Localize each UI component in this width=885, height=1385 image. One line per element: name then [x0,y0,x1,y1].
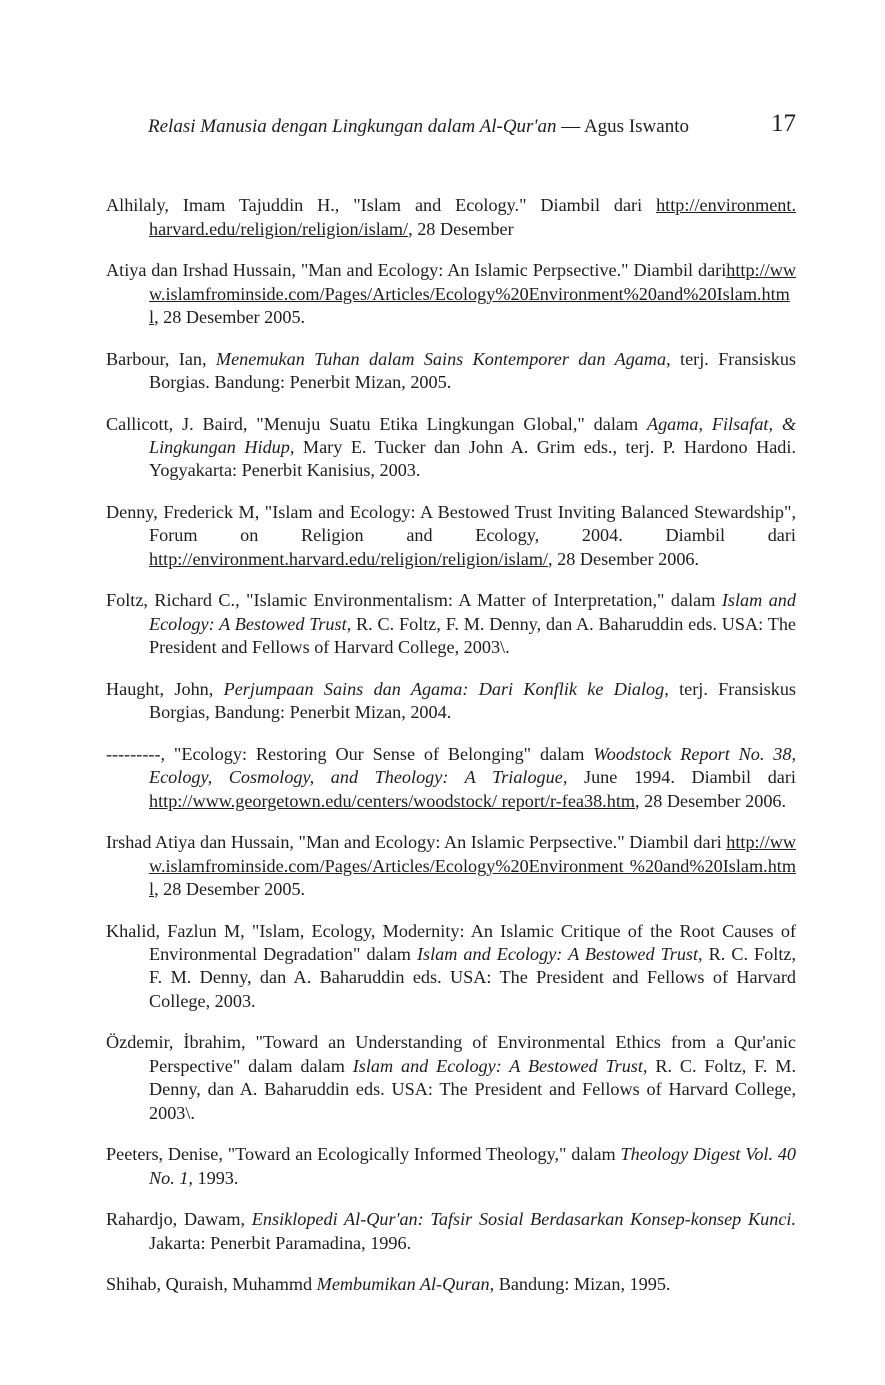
reference-text: Khalid, Fazlun M, "Islam, Ecology, Modernity: An Islamic Critique of the Root Causes of Environmental Degradation" dalam [106,920,796,965]
reference-work-title: Membumikan Al-Quran [316,1274,490,1295]
reference-link[interactable]: http://www.islamfrominside.com/Pages/Articles/Ecology%20Environment %20and%20Islam.html [149,832,796,900]
reference-text: Denny, Frederick M, "Islam and Ecology: A Bestowed Trust Inviting Balanced Stewardship", Forum on Religion and Ecology, 2004. Diambil dari [106,502,796,546]
reference-text: Shihab, Quraish, Muhammd [106,1274,317,1295]
reference-entry [106,259,796,329]
running-header-author: Agus Iswanto [583,116,689,137]
reference-text: , terj. Fransiskus Borgias. Bandung: Penerbit Mizan, 2005. [149,348,797,392]
reference-link[interactable]: http://environment. harvard.edu/religion/religion/islam/ [149,195,796,239]
reference-text: , Mary E. Tucker dan John A. Grim eds., terj. P. Hardono Hadi. Yogyakarta: Penerbit Kanisius, 2003. [149,437,796,481]
reference-entry [106,413,796,483]
reference-entry [106,1031,796,1125]
reference-entry [106,743,796,813]
reference-text: Haught, John, [106,678,224,699]
reference-text: , 28 Desember 2006. [548,548,700,569]
reference-work-title: Menemukan Tuhan dalam Sains Kontemporer dan Agama [215,348,667,369]
reference-entry [106,920,796,1014]
reference-text: 1993. [192,1167,239,1188]
reference-link[interactable]: http://environment.harvard.edu/religion/religion/islam/ [149,548,549,569]
reference-text: , 28 Desember 2006. [635,790,787,811]
reference-text: Alhilaly, Imam Tajuddin H., "Islam and Ecology." Diambil dari [106,195,657,216]
reference-entry [106,831,796,901]
running-header-dash: — [556,116,584,137]
reference-entry [106,194,796,241]
running-header-title: Relasi Manusia dengan Lingkungan dalam Al-Qur'an [148,116,557,137]
reference-work-title: Agama, Filsafat, & Lingkungan Hidup [149,413,797,457]
reference-entry [106,678,796,725]
reference-work-title: Islam and Ecology: A Bestowed Trust, [352,1055,648,1076]
page-number: 17 [771,110,796,137]
reference-work-title: Woodstock Report No. 38, Ecology, Cosmology, and Theology: A Trialogue, [149,743,796,788]
reference-link[interactable]: http://www.islamfrominside.com/Pages/Articles/Ecology%20Environment%20and%20Islam.html [149,260,796,327]
running-header [148,112,796,142]
reference-text: Barbour, Ian, [106,348,216,369]
reference-work-title: Theology Digest Vol. 40 No. 1, [149,1144,796,1188]
reference-text: R. C. Foltz, F. M. Denny, dan A. Baharuddin eds. USA: The President and Fellows of Harvard College, 2003. [149,944,796,1011]
reference-work-title: Islam and Ecology: A Bestowed Trust, [416,944,703,965]
reference-link[interactable]: http://www.georgetown.edu/centers/woodstock/ report/r-fea38.htm [149,790,636,811]
reference-entry [106,1273,796,1296]
reference-work-title: Islam and Ecology: A Bestowed Trust, [149,590,796,634]
reference-text: , terj. Fransiskus Borgias, Bandung: Penerbit Mizan, 2004. [149,678,796,723]
reference-text: Foltz, Richard C., "Islamic Environmentalism: A Matter of Interpretation," dalam [106,590,722,611]
reference-entry [106,1143,796,1190]
reference-work-title: Ensiklopedi Al-Qur'an: Tafsir Sosial Berdasarkan Konsep-konsep Kunci. [251,1209,796,1230]
reference-text: Atiya dan Irshad Hussain, "Man and Ecology: An Islamic Perpsective." Diambil dari [106,260,727,281]
reference-entry [106,1208,796,1255]
reference-text: Callicott, J. Baird, "Menuju Suatu Etika Lingkungan Global," dalam [106,413,647,434]
reference-list [106,176,796,1311]
reference-text: R. C. Foltz, F. M. Denny, dan A. Baharuddin eds. USA: The President and Fellows of Harvard College, 2003\. [149,1055,796,1123]
reference-text: , 28 Desember 2005. [154,307,306,327]
reference-work-title: Perjumpaan Sains dan Agama: Dari Konflik ke Dialog [223,678,665,699]
reference-entry [106,348,796,395]
reference-text: , 28 Desember [408,218,514,239]
reference-text: ---------, "Ecology: Restoring Our Sense of Belonging" dalam [106,743,594,764]
reference-text: , 28 Desember 2005. [154,879,306,900]
reference-text: , Bandung: Mizan, 1995. [489,1274,671,1295]
reference-text: Özdemir, İbrahim, "Toward an Understanding of Environmental Ethics from a Qur'anic Perspective" dalam dalam [106,1032,796,1076]
reference-text: Rahardjo, Dawam, [106,1209,252,1230]
reference-entry [106,589,796,659]
reference-text: Peeters, Denise, "Toward an Ecologically Informed Theology," dalam [106,1144,621,1165]
reference-entry [106,501,796,571]
reference-text: Irshad Atiya dan Hussain, "Man and Ecology: An Islamic Perpsective." Diambil dari [106,832,727,853]
reference-text: R. C. Foltz, F. M. Denny, dan A. Baharuddin eds. USA: The President and Fellows of Harvard College, 2003\. [149,613,796,658]
reference-text: Jakarta: Penerbit Paramadina, 1996. [149,1232,412,1253]
reference-text: June 1994. Diambil dari [567,767,796,788]
